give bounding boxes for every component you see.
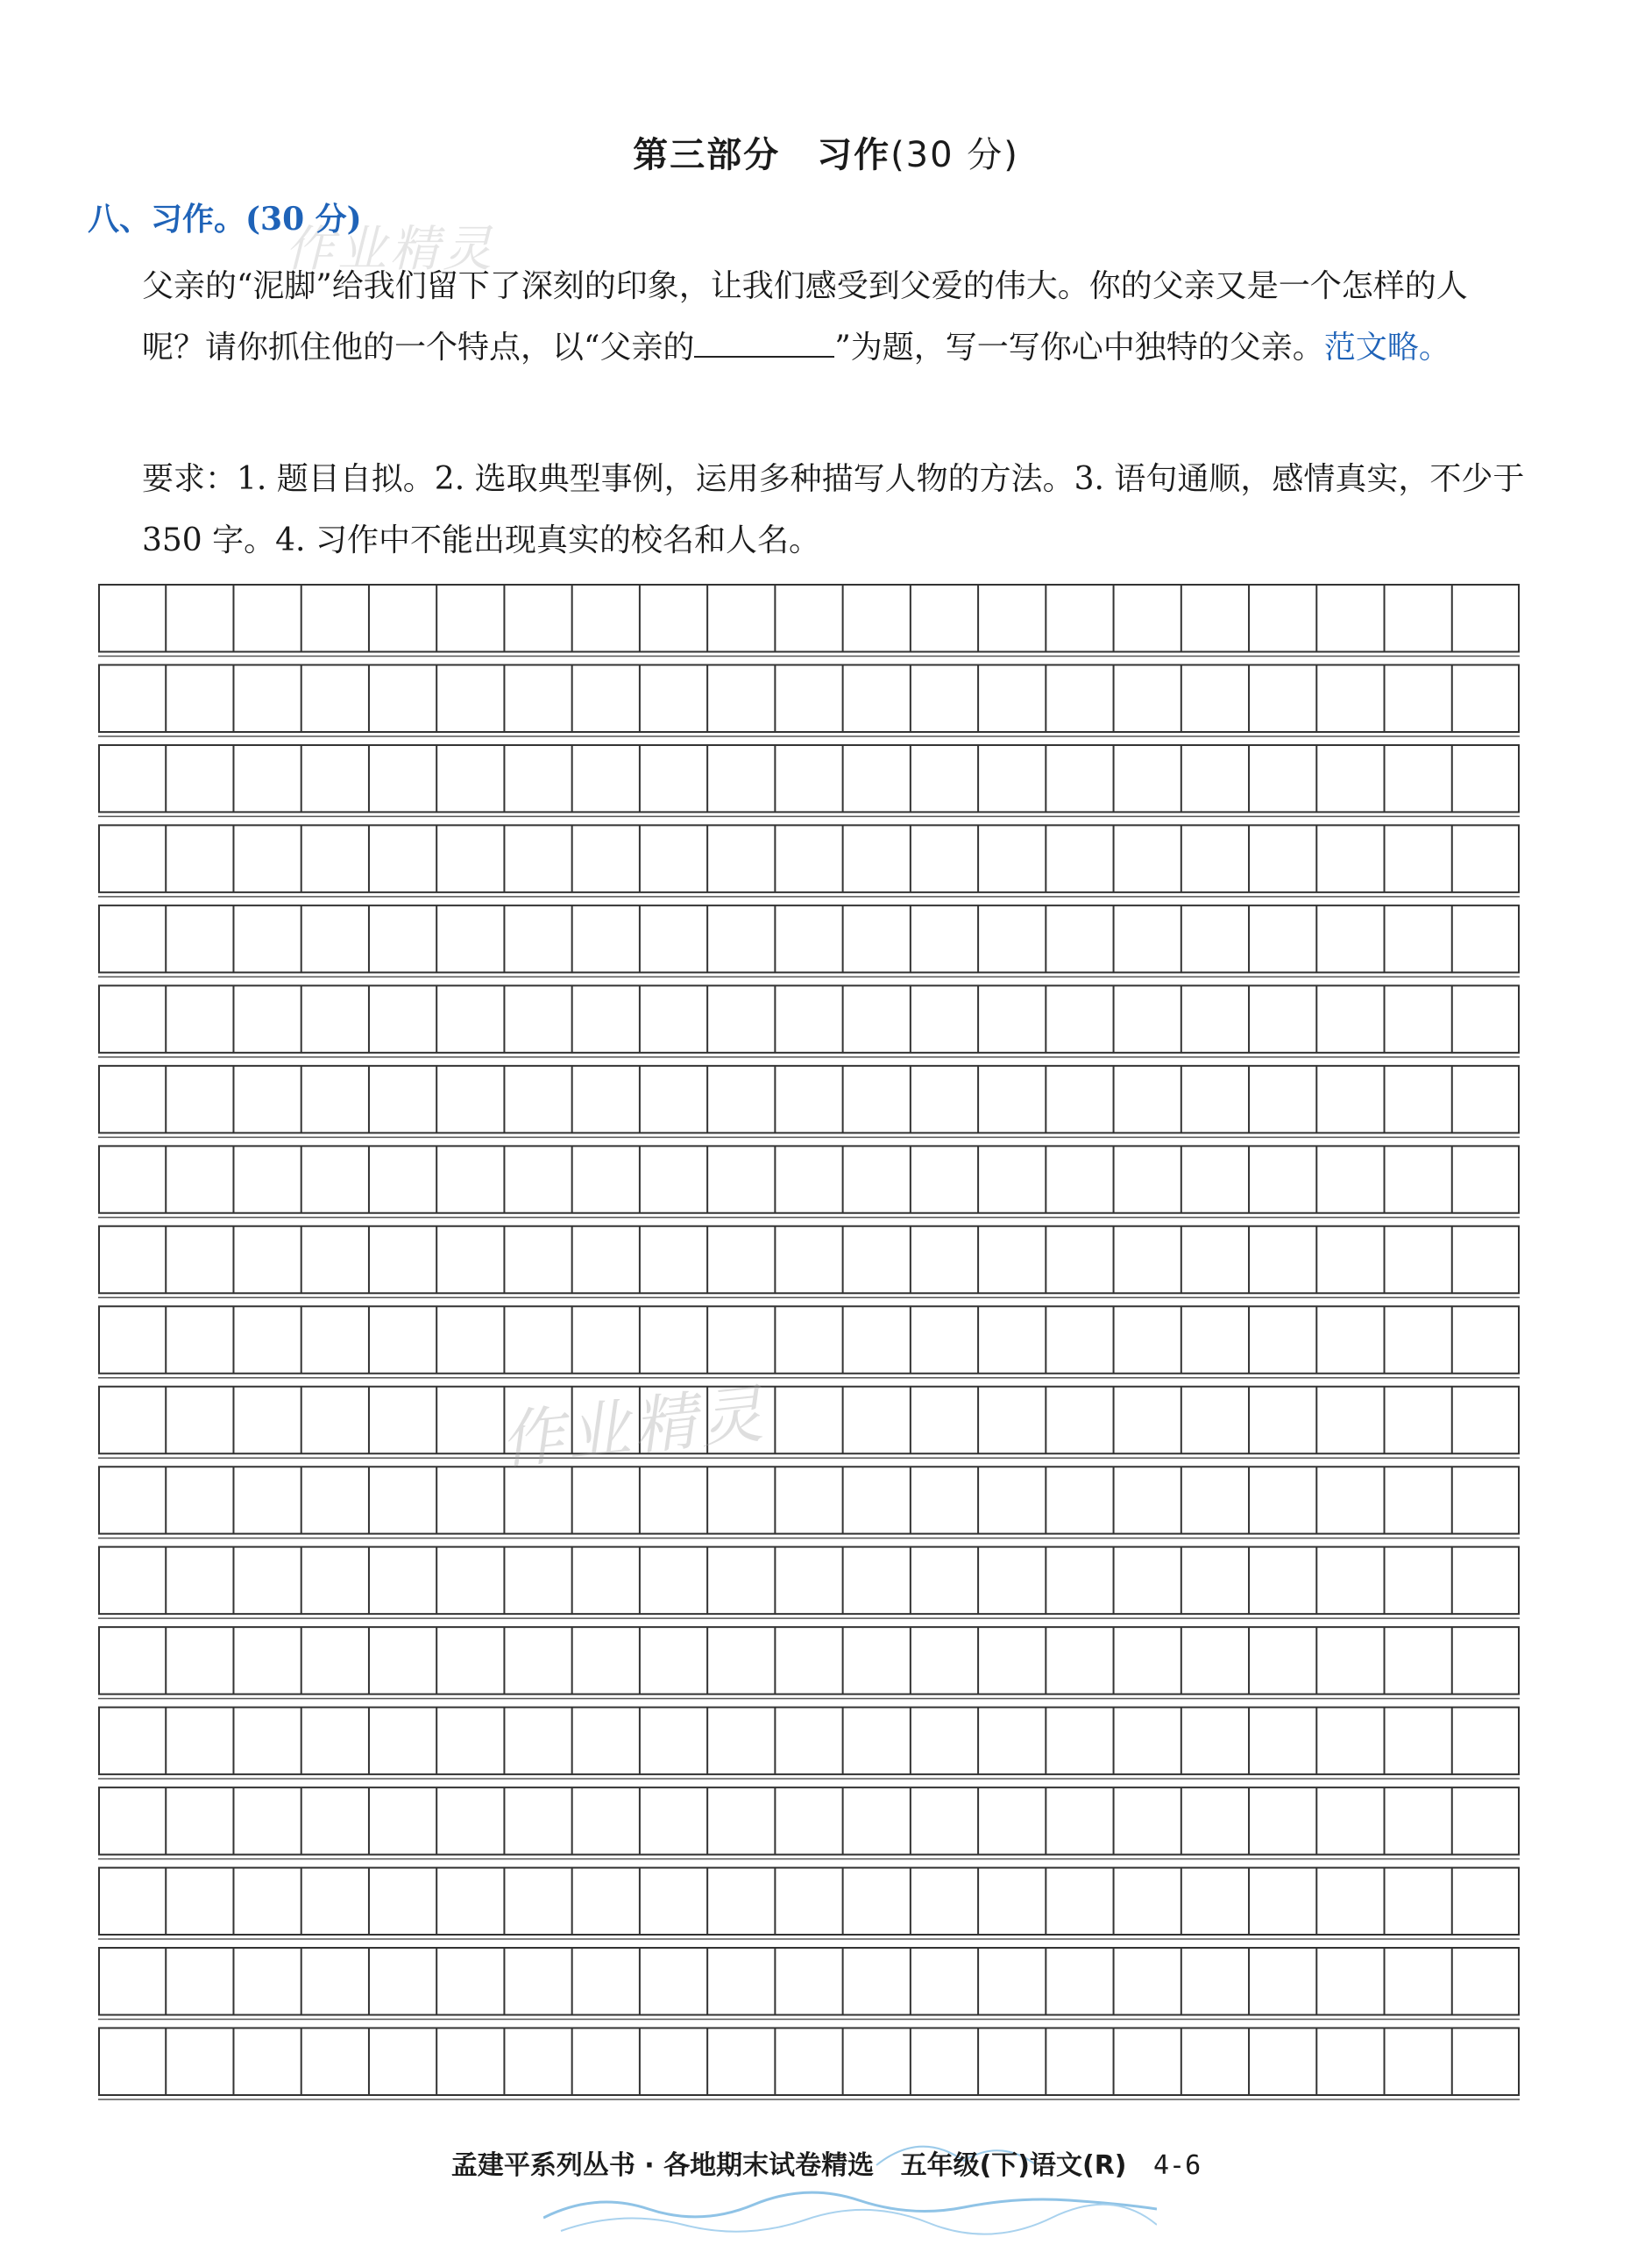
part-title — [0, 127, 1652, 177]
section-heading-label: 八、习作。 — [88, 202, 246, 238]
grid-row — [98, 1868, 1520, 1939]
grid-row — [98, 1948, 1520, 2019]
grid-row — [98, 825, 1520, 896]
writing-grid-svg — [98, 584, 1520, 2107]
part-title-score: (30 分) — [890, 135, 1019, 175]
grid-row — [98, 2028, 1520, 2099]
footer-grade: 五年级(下)语文(R) — [900, 2150, 1127, 2181]
watermark-logo: 作业精灵 — [497, 1376, 770, 1478]
page-footer — [0, 2143, 1652, 2182]
watermark-logo: 作业精灵 — [285, 221, 495, 278]
grid-row — [98, 1226, 1520, 1297]
footer-wave-decoration — [543, 2113, 1157, 2253]
grid-row — [98, 664, 1520, 735]
grid-row — [98, 1627, 1520, 1698]
grid-row — [98, 1467, 1520, 1538]
grid-row — [98, 1066, 1520, 1137]
section-score: (30 分) — [245, 201, 362, 238]
prompt-text-1: 父亲的“泥脚”给我们留下了深刻的印象，让我们感受到父爱的伟大。你的父亲又是一个怎样的人呢？请你抓住他的一个特点，以“父亲的 — [142, 268, 1468, 366]
grid-row — [98, 1146, 1520, 1217]
title-blank — [694, 330, 834, 358]
grid-row — [98, 745, 1520, 816]
section-heading — [88, 195, 362, 239]
footer-page-number: 4-6 — [1152, 2150, 1202, 2181]
grid-row — [98, 985, 1520, 1056]
grid-row — [98, 585, 1520, 656]
writing-grid — [98, 584, 1520, 2107]
grid-row — [98, 906, 1520, 977]
grid-row — [98, 1387, 1520, 1458]
grid-row — [98, 1787, 1520, 1858]
requirements-paragraph — [142, 449, 1528, 572]
prompt-text-2: ”为题，写一写你心中独特的父亲。 — [834, 330, 1324, 366]
part-title-name: 第三部分 习作 — [633, 135, 891, 175]
footer-series: 孟建平系列丛书 · 各地期末试卷精选 — [450, 2150, 875, 2181]
grid-row — [98, 1306, 1520, 1377]
requirements-text: 要求：1. 题目自拟。2. 选取典型事例，运用多种描写人物的方法。3. 语句通顺，感情真实，不少于 350 字。4. 习作中不能出现真实的校名和人名。 — [142, 461, 1525, 558]
grid-row — [98, 1708, 1520, 1779]
grid-row — [98, 1547, 1520, 1618]
answer-note: 范文略。 — [1323, 330, 1450, 366]
prompt-paragraph — [142, 256, 1528, 379]
